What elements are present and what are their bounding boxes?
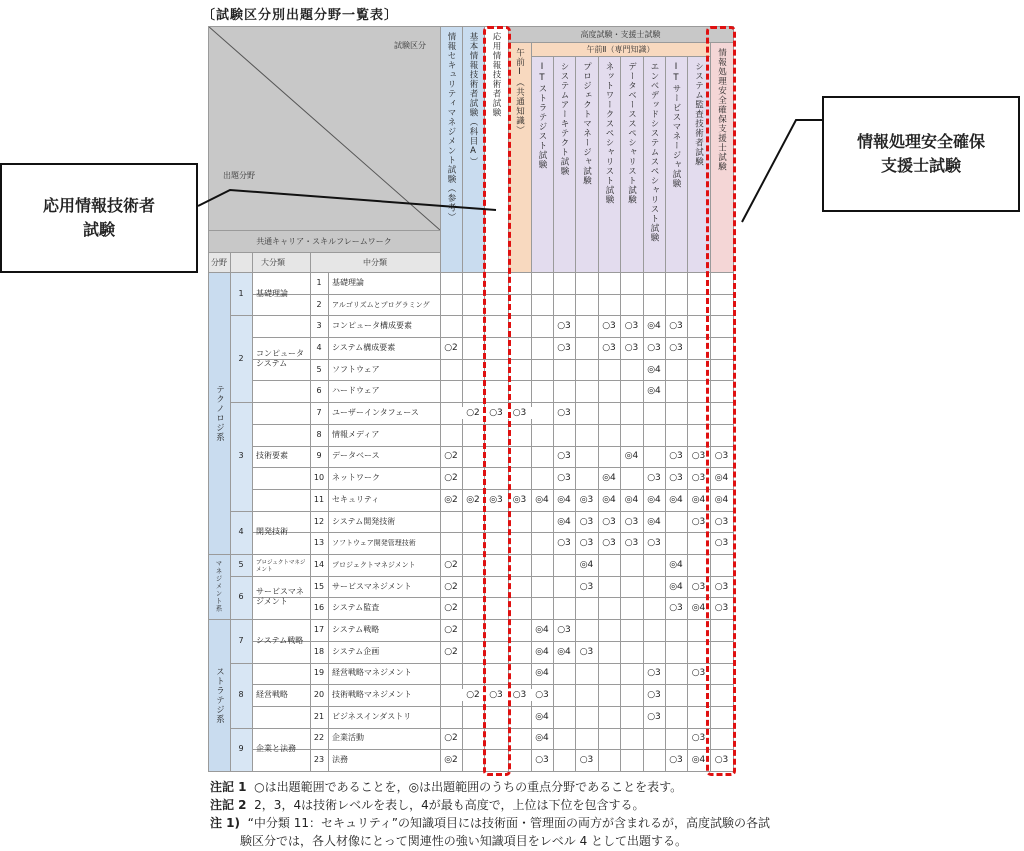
minor-no: 15 [313, 581, 325, 591]
level-mark: ○3 [579, 755, 594, 766]
minor-no: 16 [313, 603, 325, 613]
minor-no: 21 [313, 711, 325, 721]
level-mark: ○3 [579, 516, 594, 527]
header-advanced-group: 高度試験・支援士試験 [580, 29, 661, 39]
minor-no: 19 [313, 668, 325, 678]
merged-mark-strategy: ○3 [484, 689, 508, 701]
level-mark: ○3 [602, 321, 616, 332]
minor-name: システム監査 [332, 603, 380, 613]
level-mark: ◎4 [647, 321, 661, 332]
notes [210, 778, 990, 850]
level-mark: ◎4 [535, 494, 549, 505]
level-mark: ○3 [714, 755, 729, 766]
level-mark: ◎4 [669, 494, 683, 505]
level-mark: ○3 [557, 624, 571, 635]
merged-mark-strategy: ○3 [508, 689, 532, 701]
level-mark: ◎4 [647, 494, 661, 505]
level-mark: ○3 [535, 690, 549, 701]
major-no: 5 [238, 559, 244, 569]
minor-name: システム構成要素 [332, 342, 396, 352]
merged-mark-tech: ○3 [484, 407, 508, 419]
level-mark: ○2 [444, 473, 458, 484]
minor-no: 12 [313, 516, 325, 526]
header-framework: 共通キャリア・スキルフレームワーク [256, 236, 392, 246]
minor-no: 13 [313, 538, 325, 548]
level-mark: ○3 [714, 451, 729, 462]
level-mark: ○3 [714, 603, 729, 614]
exam-column-header: システムアーキテクト試験 [559, 62, 569, 176]
level-mark: ◎4 [579, 559, 594, 570]
exam-column-header: ITストラテジスト試験 [537, 62, 547, 170]
level-mark: ○3 [669, 755, 683, 766]
level-mark: ◎4 [557, 646, 571, 657]
minor-name: ソフトウェア開発管理技術 [332, 539, 416, 548]
level-mark: ◎3 [579, 494, 594, 505]
level-mark: ○3 [669, 321, 683, 332]
minor-no: 2 [316, 299, 322, 309]
level-mark: ○3 [691, 473, 706, 484]
level-mark: ○3 [647, 668, 661, 679]
level-mark: ◎4 [602, 473, 616, 484]
minor-no: 8 [316, 429, 322, 439]
level-mark: ○3 [647, 342, 661, 353]
merged-mark-tech: ○3 [508, 407, 532, 419]
callout-security-exam: 情報処理安全確保 支援士試験 [822, 96, 1020, 212]
level-mark: ○3 [579, 646, 594, 657]
level-mark: ○3 [669, 342, 683, 353]
exam-column-header: ITサービスマネージャ試験 [671, 62, 681, 189]
level-mark: ○3 [624, 538, 639, 549]
major-no: 2 [238, 353, 244, 363]
level-mark: ○3 [669, 451, 683, 462]
major-no: 9 [238, 744, 244, 754]
level-mark: ○2 [444, 733, 458, 744]
level-mark: ○3 [602, 342, 616, 353]
level-mark: ○3 [557, 538, 571, 549]
minor-name: 情報メディア [332, 429, 380, 439]
level-mark: ○3 [557, 451, 571, 462]
minor-name: 基礎理論 [332, 277, 364, 287]
connector-right [742, 120, 822, 222]
level-mark: ○2 [444, 342, 458, 353]
minor-no: 17 [313, 624, 325, 634]
level-mark: ◎4 [535, 733, 549, 744]
level-mark: ○3 [691, 581, 706, 592]
level-mark: ◎4 [535, 624, 549, 635]
level-mark: ○3 [669, 603, 683, 614]
level-mark: ◎4 [602, 494, 616, 505]
exam-column-header: 基本情報技術者試験（科目A） [468, 32, 478, 167]
level-mark: ○3 [579, 581, 594, 592]
minor-no: 14 [313, 559, 325, 569]
level-mark: ◎4 [647, 516, 661, 527]
level-mark: ○3 [557, 408, 571, 419]
level-mark: ○3 [714, 516, 729, 527]
minor-no: 1 [316, 277, 322, 287]
exam-column-header: 情報処理安全確保支援士試験 [716, 48, 727, 172]
header-exam-category: 試験区分 [394, 40, 426, 50]
major-no: 1 [238, 288, 244, 298]
minor-no: 10 [313, 473, 325, 483]
minor-no: 20 [313, 690, 325, 700]
level-mark: ◎4 [535, 646, 549, 657]
level-mark: ◎2 [444, 755, 458, 766]
note-3: 注 1) “中分類 11：セキュリティ”の知識項目には技術面・管理面の両方が含まれるが，高度試験の各試 [210, 816, 770, 830]
minor-name: サービスマネジメント [332, 581, 412, 591]
header-field: 出題分野 [223, 170, 255, 180]
field-label: ストラテジ系 [214, 666, 225, 724]
level-mark: ○3 [647, 711, 661, 722]
major-name: 開発技術 [256, 527, 288, 537]
level-mark: ○3 [557, 321, 571, 332]
major-name: システム戦略 [256, 635, 304, 645]
header-col-major: 大分類 [261, 257, 285, 267]
level-mark: ◎2 [466, 494, 480, 505]
minor-name: ユーザーインタフェース [332, 408, 419, 418]
level-mark: ◎4 [669, 581, 683, 592]
level-mark: ○2 [444, 646, 458, 657]
minor-name: 経営戦略マネジメント [332, 668, 412, 678]
minor-no: 23 [313, 755, 325, 765]
level-mark: ○2 [444, 559, 458, 570]
page-title: 〔試験区分別出題分野一覧表〕 [202, 8, 399, 23]
exam-column-header: エンベデッドシステムスペシャリスト試験 [649, 62, 659, 243]
merged-mark-strategy: ○2 [461, 689, 485, 701]
level-mark: ○3 [535, 755, 549, 766]
exam-column-header: 情報セキュリティマネジメント試験（参考） [446, 32, 456, 222]
level-mark: ○3 [624, 321, 639, 332]
level-mark: ◎4 [691, 494, 706, 505]
exam-column-header: 午前Ⅰ（共通知識） [514, 48, 525, 135]
level-mark: ○2 [444, 624, 458, 635]
level-mark: ○3 [624, 516, 639, 527]
minor-no: 7 [316, 408, 322, 418]
level-mark: ◎4 [669, 559, 683, 570]
major-no: 3 [238, 451, 244, 461]
level-mark: ○3 [579, 538, 594, 549]
major-name: サービスマネジメント [256, 587, 304, 607]
level-mark: ○3 [624, 342, 639, 353]
level-mark: ◎4 [714, 473, 729, 484]
level-mark: ◎2 [444, 494, 458, 505]
level-mark: ○3 [647, 538, 661, 549]
minor-no: 9 [316, 451, 322, 461]
minor-no: 11 [313, 494, 325, 504]
major-no: 4 [238, 527, 244, 537]
major-name: 基礎理論 [256, 288, 288, 298]
major-no: 6 [238, 592, 244, 602]
major-name: 企業と法務 [256, 744, 296, 754]
level-mark: ◎4 [647, 364, 661, 375]
field-label: マネジメント系 [214, 560, 223, 613]
level-mark: ○2 [444, 603, 458, 614]
minor-name: コンピュータ構成要素 [332, 321, 412, 331]
level-mark: ◎4 [535, 668, 549, 679]
level-mark: ◎4 [691, 603, 706, 614]
level-mark: ◎4 [557, 494, 571, 505]
minor-name: 企業活動 [332, 733, 364, 743]
level-mark: ◎3 [489, 494, 503, 505]
level-mark: ○2 [444, 581, 458, 592]
minor-name: システム開発技術 [332, 516, 396, 526]
header-am2-group: 午前Ⅱ（専門知識） [586, 44, 655, 54]
minor-name: セキュリティ [332, 494, 380, 504]
major-name: 経営戦略 [256, 690, 288, 700]
level-mark: ◎4 [624, 494, 639, 505]
major-no: 8 [238, 690, 244, 700]
major-name: コンピュータシステム [256, 348, 304, 368]
exam-column-header: 応用情報技術者試験 [491, 32, 501, 118]
minor-name: 技術戦略マネジメント [332, 690, 412, 700]
note-2: 注記 2 2，3，4は技術レベルを表し，4が最も高度で，上位は下位を包含する。 [210, 798, 645, 812]
level-mark: ○3 [602, 516, 616, 527]
minor-no: 18 [313, 646, 325, 656]
minor-name: 法務 [332, 755, 348, 765]
level-mark: ○3 [691, 516, 706, 527]
minor-no: 22 [313, 733, 325, 743]
major-name: プロジェクトマネジメント [256, 559, 306, 573]
level-mark: ◎4 [624, 451, 639, 462]
exam-column-header: ネットワークスペシャリスト試験 [604, 62, 614, 205]
level-mark: ○3 [647, 690, 661, 701]
level-mark: ◎3 [512, 494, 527, 505]
major-name: 技術要素 [256, 451, 288, 461]
level-mark: ◎4 [691, 755, 706, 766]
exam-column-header: プロジェクトマネージャ試験 [581, 62, 592, 186]
level-mark: ○3 [691, 451, 706, 462]
minor-no: 4 [316, 342, 322, 352]
level-mark: ○3 [714, 538, 729, 549]
header-col-minor: 中分類 [363, 257, 387, 267]
exam-column-header: システム監査技術者試験 [693, 62, 704, 167]
minor-name: システム戦略 [332, 624, 380, 634]
major-no: 7 [238, 635, 244, 645]
level-mark: ○3 [691, 668, 706, 679]
callout-applied-exam: 応用情報技術者 試験 [0, 163, 198, 273]
level-mark: ○3 [647, 473, 661, 484]
minor-name: ソフトウェア [332, 364, 380, 374]
level-mark: ○2 [444, 451, 458, 462]
minor-name: ハードウェア [332, 386, 380, 396]
minor-name: プロジェクトマネジメント [332, 560, 416, 569]
note-1: 注記 1 ○は出題範囲であることを，◎は出題範囲のうちの重点分野であることを表す。 [210, 780, 683, 794]
connector-left [198, 190, 496, 210]
minor-no: 5 [316, 364, 322, 374]
minor-name: システム企画 [332, 646, 380, 656]
minor-name: ビジネスインダストリ [332, 711, 412, 721]
exam-column-header: データベーススペシャリスト試験 [626, 62, 637, 205]
level-mark: ○3 [557, 342, 571, 353]
level-mark: ○3 [669, 473, 683, 484]
minor-name: ネットワーク [332, 473, 380, 483]
merged-mark-tech: ○2 [461, 407, 485, 419]
level-mark: ◎4 [647, 386, 661, 397]
level-mark: ○3 [602, 538, 616, 549]
note-4: 験区分では，各人材像にとって関連性の強い知識項目をレベル 4 として出題する。 [240, 834, 688, 848]
level-mark: ◎4 [535, 711, 549, 722]
minor-no: 6 [316, 386, 322, 396]
minor-name: アルゴリズムとプログラミング [332, 300, 430, 309]
level-mark: ◎4 [557, 516, 571, 527]
minor-name: データベース [332, 451, 380, 461]
level-mark: ○3 [714, 581, 729, 592]
level-mark: ○3 [691, 733, 706, 744]
level-mark: ◎4 [714, 494, 729, 505]
level-mark: ○3 [557, 473, 571, 484]
minor-no: 3 [316, 321, 322, 331]
field-label: テクノロジ系 [214, 384, 225, 442]
header-col-field: 分野 [211, 257, 227, 267]
